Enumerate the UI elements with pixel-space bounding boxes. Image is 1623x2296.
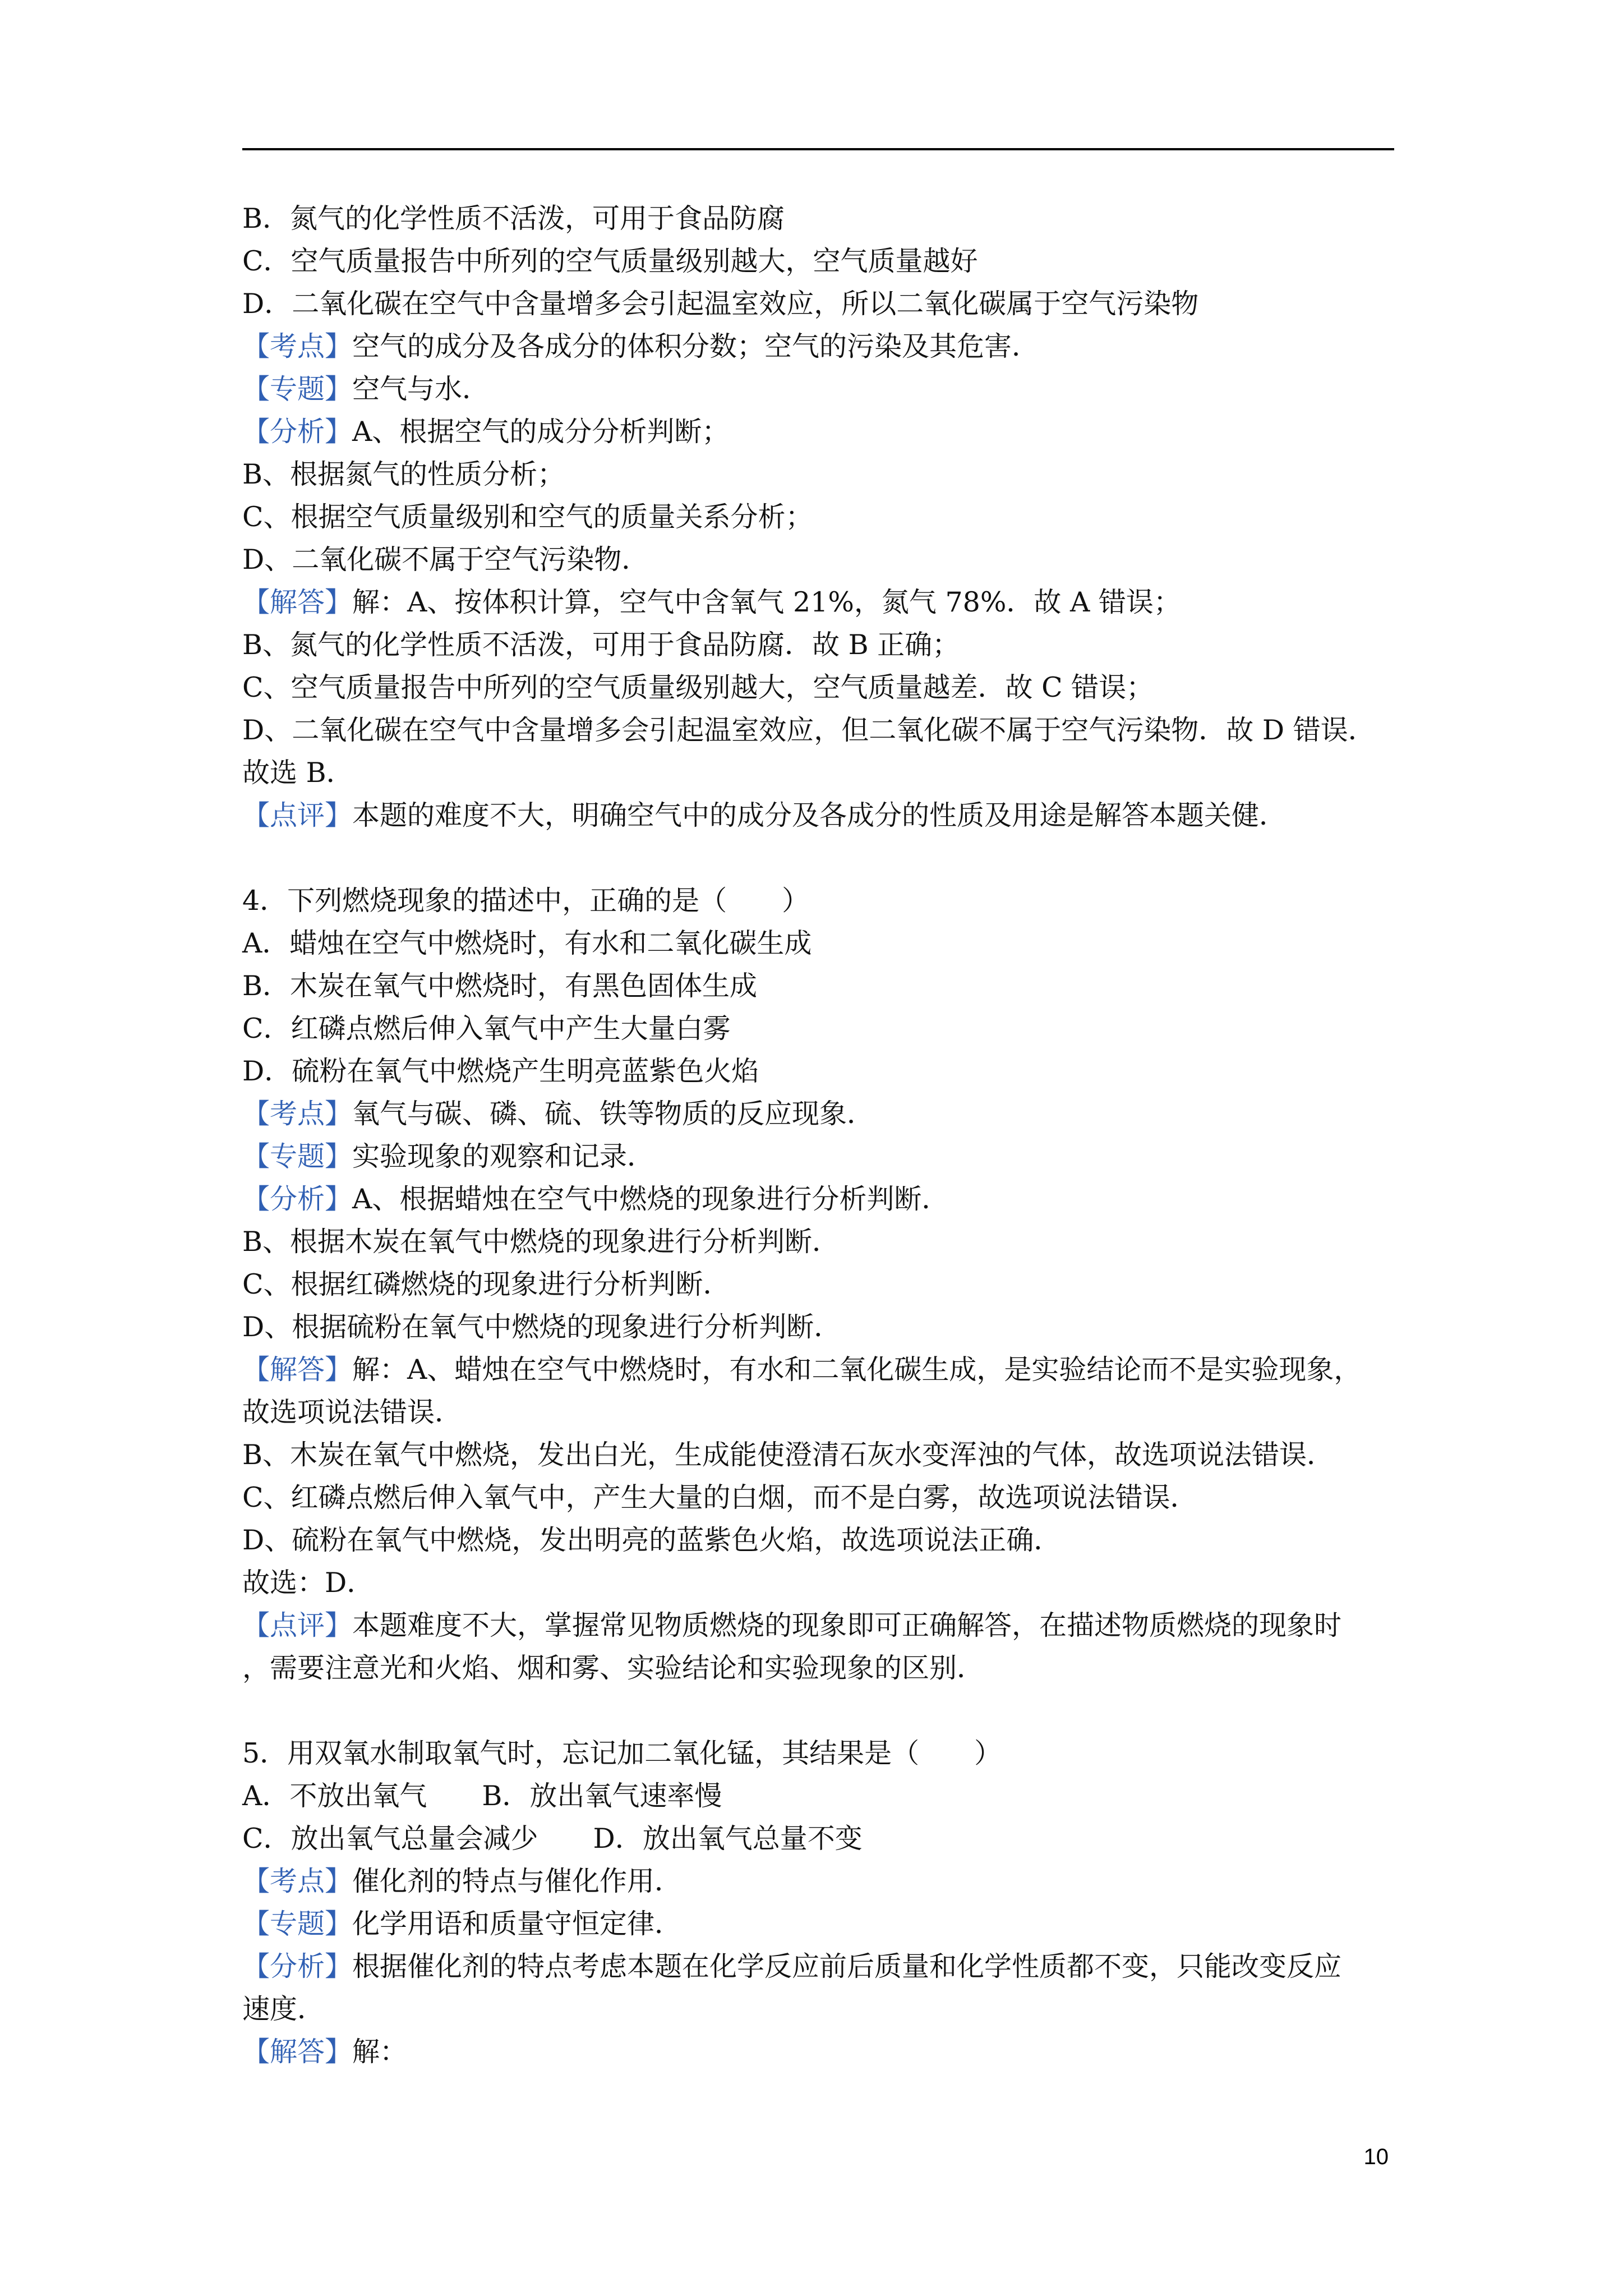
text-line [242, 1135, 1398, 1178]
section-tag: 【解答】 [242, 586, 353, 618]
text-line [242, 197, 1398, 240]
header-rule [242, 148, 1394, 150]
line-text: 空气与水． [352, 373, 490, 405]
line-text: 5．用双氧水制取氧气时，忘记加二氧化锰，其结果是（ ） [242, 1737, 1002, 1769]
text-line [242, 1434, 1398, 1476]
line-text: 化学用语和质量守恒定律． [352, 1908, 683, 1940]
section-tag: 【考点】 [242, 330, 353, 362]
line-text: 本题的难度不大，明确空气中的成分及各成分的性质及用途是解答本题关健． [352, 799, 1287, 831]
section-tag: 【点评】 [242, 1609, 353, 1641]
section-tag: 【点评】 [242, 799, 353, 831]
section-tag: 【解答】 [242, 1354, 353, 1386]
text-line [242, 1306, 1398, 1349]
text-line [242, 1775, 1398, 1818]
text-line [242, 1988, 1398, 2031]
line-text: C．空气质量报告中所列的空气质量级别越大，空气质量越好 [242, 245, 978, 277]
line-text: A、根据蜡烛在空气中燃烧的现象进行分析判断． [352, 1183, 949, 1215]
text-line [242, 1732, 1398, 1775]
line-text: C．红磷点燃后伸入氧气中产生大量白雾 [242, 1013, 731, 1045]
document-body [242, 197, 1398, 2073]
line-text: 催化剂的特点与催化作用． [352, 1865, 683, 1897]
line-text: D．二氧化碳在空气中含量增多会引起温室效应，所以二氧化碳属于空气污染物 [242, 288, 1199, 320]
line-text: C、根据红磷燃烧的现象进行分析判断． [242, 1268, 731, 1300]
line-text: A．蜡烛在空气中燃烧时，有水和二氧化碳生成 [242, 927, 812, 959]
line-text: 实验现象的观察和记录． [352, 1140, 655, 1172]
section-tag: 【专题】 [242, 1140, 353, 1172]
line-text: 解： [352, 2036, 408, 2068]
text-line [242, 581, 1398, 624]
page-number: 10 [1363, 2145, 1389, 2169]
line-text: D．硫粉在氧气中燃烧产生明亮蓝紫色火焰 [242, 1055, 759, 1087]
line-text: 氧气与碳、磷、硫、铁等物质的反应现象． [352, 1098, 875, 1130]
text-line [242, 1263, 1398, 1306]
text-line [242, 624, 1398, 666]
line-text: 故选：D． [242, 1567, 375, 1599]
text-line [242, 1860, 1398, 1903]
line-text: B．氮气的化学性质不活泼，可用于食品防腐 [242, 203, 785, 234]
text-line [242, 411, 1398, 453]
line-text: B、氮气的化学性质不活泼，可用于食品防腐．故 B 正确； [242, 629, 960, 661]
text-line [242, 1178, 1398, 1221]
line-text: 故选 B． [242, 757, 354, 789]
text-line [242, 496, 1398, 539]
text-line [242, 1349, 1398, 1391]
text-line [242, 240, 1398, 283]
text-line [242, 453, 1398, 496]
text-line [242, 1519, 1398, 1562]
text-line [242, 794, 1398, 837]
text-line [242, 1221, 1398, 1263]
text-line [242, 752, 1398, 794]
text-line [242, 965, 1398, 1007]
text-line [242, 1093, 1398, 1135]
section-tag: 【考点】 [242, 1865, 353, 1897]
line-text: 解：A、蜡烛在空气中燃烧时，有水和二氧化碳生成，是实验结论而不是实验现象， [352, 1354, 1362, 1386]
text-line [242, 1050, 1398, 1093]
line-text: D、二氧化碳在空气中含量增多会引起温室效应，但二氧化碳不属于空气污染物．故 D 错误． [242, 714, 1376, 746]
text-line [242, 1562, 1398, 1604]
text-line [242, 1945, 1398, 1988]
line-text: 本题难度不大，掌握常见物质燃烧的现象即可正确解答，在描述物质燃烧的现象时 [352, 1609, 1342, 1641]
text-line [242, 1007, 1398, 1050]
text-line [242, 1647, 1398, 1690]
line-text: 故选项说法错误． [242, 1396, 463, 1428]
line-text: A．不放出氧气 B．放出氧气速率慢 [242, 1780, 722, 1812]
text-line [242, 666, 1398, 709]
text-line [242, 1391, 1398, 1434]
line-text: B、根据木炭在氧气中燃烧的现象进行分析判断． [242, 1226, 840, 1258]
text-line [242, 1476, 1398, 1519]
line-text: 速度． [242, 1993, 325, 2025]
text-line [242, 325, 1398, 368]
blank-line [242, 1690, 1398, 1732]
section-tag: 【专题】 [242, 373, 353, 405]
text-line [242, 709, 1398, 752]
section-tag: 【专题】 [242, 1908, 353, 1940]
line-text: C、根据空气质量级别和空气的质量关系分析； [242, 501, 813, 533]
line-text: D、根据硫粉在氧气中燃烧的现象进行分析判断． [242, 1311, 842, 1343]
line-text: 解：A、按体积计算，空气中含氧气 21%，氮气 78%．故 A 错误； [352, 586, 1181, 618]
line-text: 空气的成分及各成分的体积分数；空气的污染及其危害． [352, 330, 1040, 362]
text-line [242, 368, 1398, 411]
line-text: D、二氧化碳不属于空气污染物． [242, 544, 649, 576]
text-line [242, 539, 1398, 581]
text-line [242, 922, 1398, 965]
line-text: C．放出氧气总量会减少 D．放出氧气总量不变 [242, 1823, 863, 1855]
line-text: A、根据空气的成分分析判断； [352, 416, 730, 448]
blank-line [242, 837, 1398, 880]
section-tag: 【分析】 [242, 416, 353, 448]
text-line [242, 880, 1398, 922]
text-line [242, 283, 1398, 325]
section-tag: 【考点】 [242, 1098, 353, 1130]
line-text: C、空气质量报告中所列的空气质量级别越大，空气质量越差．故 C 错误； [242, 671, 1154, 703]
section-tag: 【分析】 [242, 1183, 353, 1215]
line-text: D、硫粉在氧气中燃烧，发出明亮的蓝紫色火焰，故选项说法正确． [242, 1524, 1062, 1556]
line-text: C、红磷点燃后伸入氧气中，产生大量的白烟，而不是白雾，故选项说法错误． [242, 1481, 1198, 1513]
text-line [242, 2031, 1398, 2073]
text-line [242, 1903, 1398, 1945]
text-line [242, 1818, 1398, 1860]
line-text: B、木炭在氧气中燃烧，发出白光，生成能使澄清石灰水变浑浊的气体，故选项说法错误． [242, 1439, 1335, 1471]
section-tag: 【分析】 [242, 1950, 353, 1982]
line-text: ，需要注意光和火焰、烟和雾、实验结论和实验现象的区别． [242, 1652, 985, 1684]
line-text: B．木炭在氧气中燃烧时，有黑色固体生成 [242, 970, 758, 1002]
line-text: B、根据氮气的性质分析； [242, 458, 565, 490]
section-tag: 【解答】 [242, 2036, 353, 2068]
line-text: 4．下列燃烧现象的描述中，正确的是（ ） [242, 885, 810, 917]
text-line [242, 1604, 1398, 1647]
line-text: 根据催化剂的特点考虑本题在化学反应前后质量和化学性质都不变，只能改变反应 [352, 1950, 1342, 1982]
